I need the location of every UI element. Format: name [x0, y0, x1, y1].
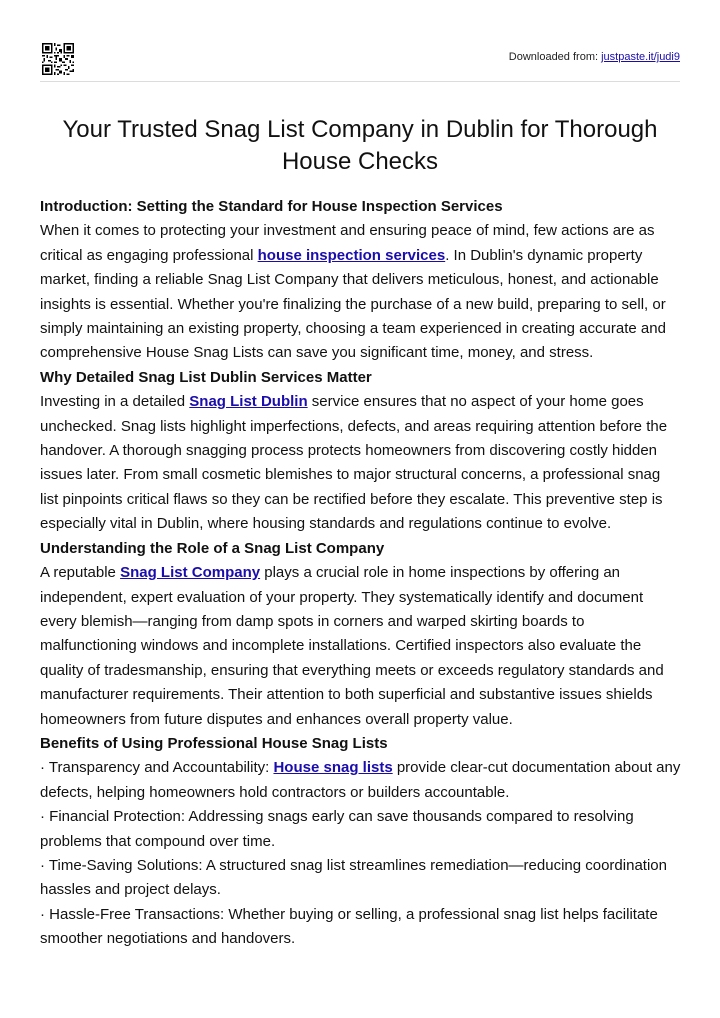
role-paragraph	[40, 561, 682, 732]
house-inspection-services-link[interactable]: house inspection services	[257, 246, 446, 264]
why-paragraph	[40, 390, 682, 536]
role-text-before: A reputable	[40, 564, 121, 582]
intro-paragraph	[40, 219, 682, 365]
role-text-after: plays a crucial role in home inspections by offering an independent, expert evaluation of your property. They systematically identify and document every blemish—ranging from damp spots in corners and warped skirting boards to malfunctioning windows and incomplete installations. Certified inspectors also evaluate the quality of tradesmanship, ensuring that everything meets or exceeds regulatory standards and manufacturer requirements. Their attention to both superficial and substantive issues shields homeowners from future disputes and enhances overall property value.	[40, 564, 664, 728]
article-body	[40, 195, 682, 952]
benefit-item: · Hassle-Free Transactions: Whether buying or selling, a professional snag list helps facilitate smoother negotiations and handovers.	[40, 905, 658, 948]
benefit-1-text-after: provide clear-cut documentation about any defects, helping homeowners hold contractors or builders accountable.	[40, 759, 681, 801]
section-heading-benefits: Benefits of Using Professional House Snag Lists	[40, 734, 388, 752]
benefit-1-text-before: · Transparency and Accountability:	[40, 759, 274, 777]
section-heading-intro: Introduction: Setting the Standard for House Inspection Services	[40, 198, 503, 215]
page-header	[0, 0, 720, 82]
page-title: Your Trusted Snag List Company in Dublin for Thorough House Checks	[62, 116, 658, 175]
download-source	[509, 51, 680, 63]
header-divider	[40, 81, 680, 82]
house-snag-lists-link[interactable]: House snag lists	[273, 759, 393, 777]
intro-text-before: When it comes to protecting your investment and ensuring peace of mind, few actions are as critical as engaging professional	[40, 222, 655, 264]
section-heading-role: Understanding the Role of a Snag List Company	[40, 539, 385, 557]
snag-list-dublin-link[interactable]: Snag List Dublin	[189, 393, 308, 411]
section-heading-why: Why Detailed Snag List Dublin Services Matter	[40, 368, 372, 386]
benefit-item	[40, 756, 682, 805]
why-text-after: service ensures that no aspect of your home goes unchecked. Snag lists highlight imperfections, defects, and areas requiring attention before the handover. A thorough snagging process protects homeowners from discovering costly hidden issues later. From small cosmetic blemishes to major structural concerns, a professional snag list pinpoints critical flaws so they can be rectified before they escalate. This preventive step is especially vital in Dublin, where housing standards and regulations continue to evolve.	[40, 393, 668, 533]
benefit-item: · Time-Saving Solutions: A structured snag list streamlines remediation—reducing coordination hassles and project delays.	[40, 856, 667, 899]
qr-code-icon	[42, 43, 74, 75]
snag-list-company-link[interactable]: Snag List Company	[120, 564, 261, 582]
intro-text-after: . In Dublin's dynamic property market, finding a reliable Snag List Company that delivers meticulous, honest, and actionable insights is essential. Whether you're finalizing the purchase of a new build, preparing to sell, or simply maintaining an existing property, choosing a team experienced in creating accurate and comprehensive House Snag Lists can save you significant time, money, and stress.	[40, 246, 666, 362]
download-link[interactable]: justpaste.it/judi9	[601, 51, 680, 63]
download-prefix: Downloaded from:	[508, 51, 599, 63]
why-text-before: Investing in a detailed	[40, 393, 190, 411]
benefit-item: · Financial Protection: Addressing snags early can save thousands compared to resolving problems that compound over time.	[40, 808, 634, 850]
